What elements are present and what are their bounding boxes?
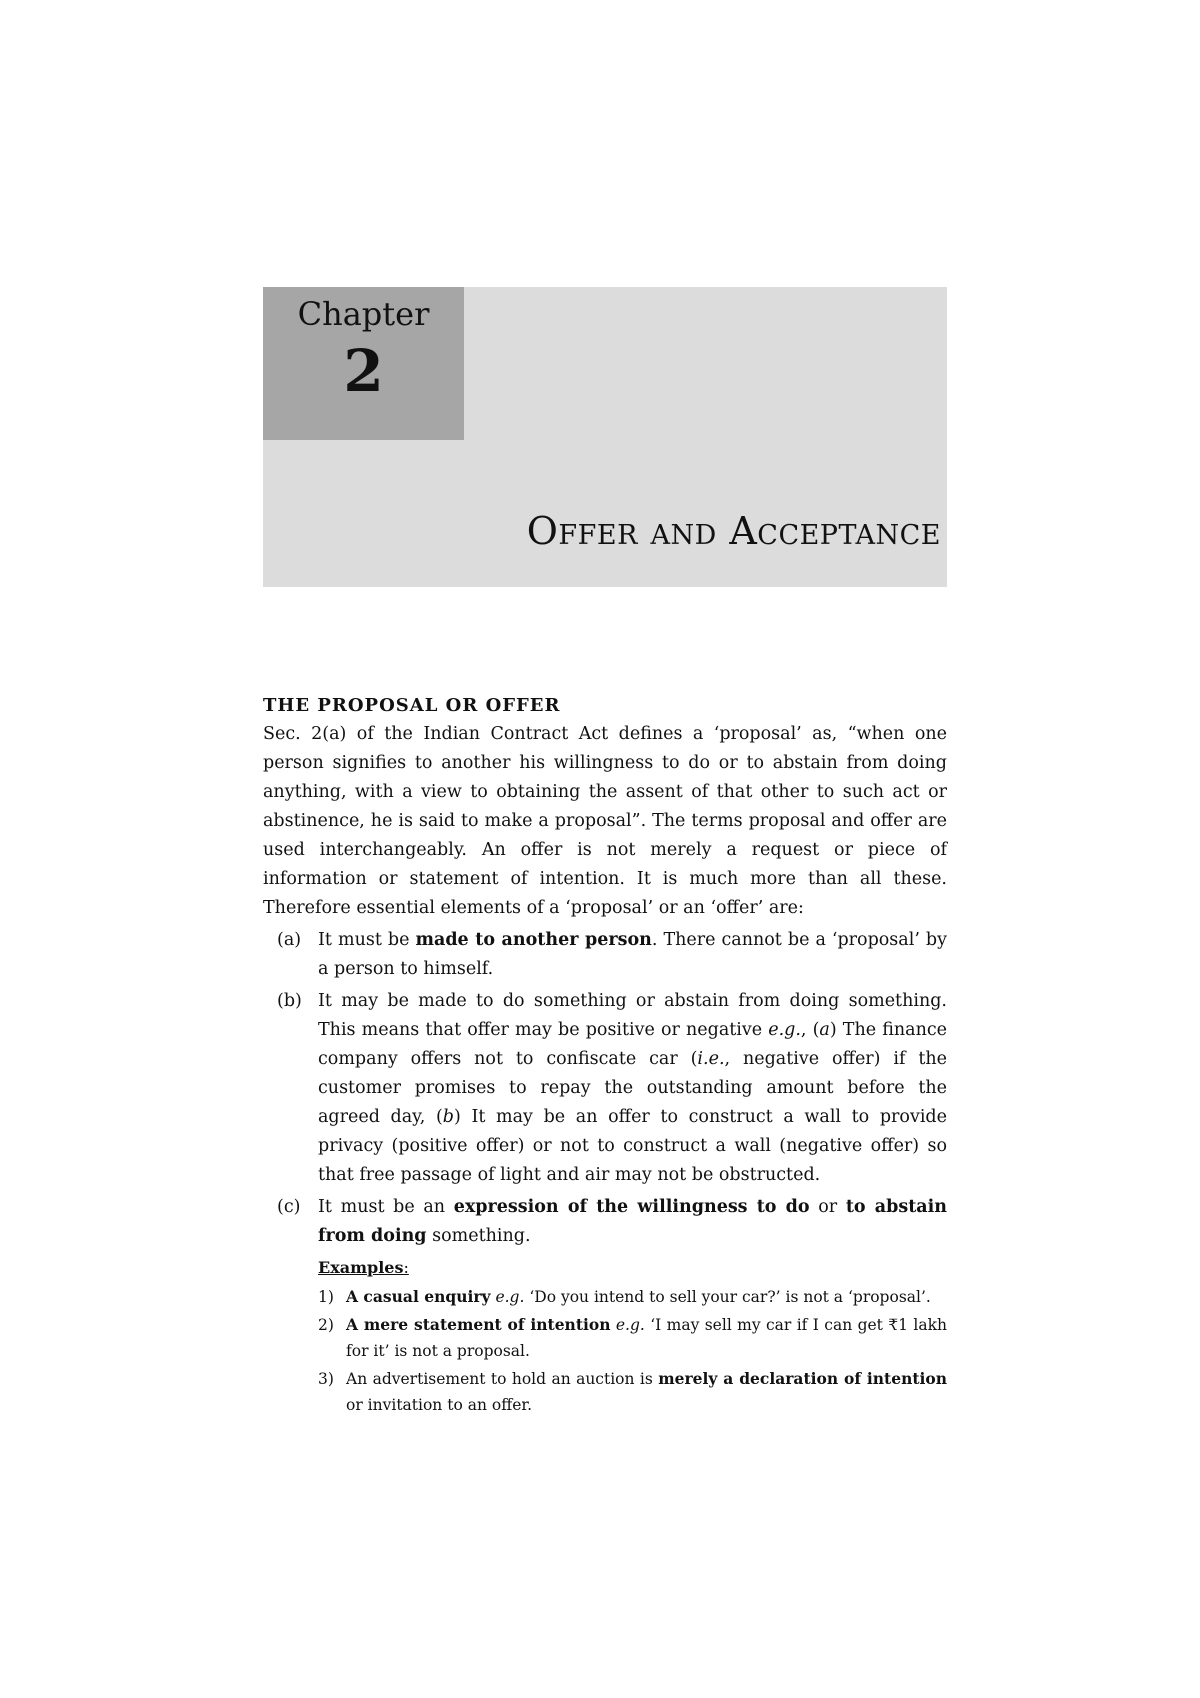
example-item-1: 1) A casual enquiry e.g. ‘Do you intend to sell your car?’ is not a ‘proposal’. — [318, 1287, 931, 1306]
example-item-2: 2) A mere statement of intention e.g. ‘I may sell my car if I can get ₹1 lakh for it’ is not a proposal. — [318, 1315, 947, 1360]
item-marker: (b) — [277, 991, 302, 1011]
item-body: It may be made to do something or abstain from doing something. This means that offer may be positive or negative e.g., (a) The finance company offers not to confiscate car (i.e., negative offer) if the customer promises to repay the outstanding amount before the agreed day, (b) It may be an offer to construct a wall to provide privacy (positive offer) or not to construct a wall (negative offer) so that free passage of light and air may not be obstructed. — [318, 991, 947, 1185]
list-item-a — [263, 926, 947, 984]
chapter-number: 2 — [343, 337, 384, 405]
item-body: It must be an expression of the willingness to do or to abstain from doing something. Examples: 1) A casual enquiry e.g. ‘Do you intend to sell your car?’ is not a ‘proposal’. 2) A mere statement of intention e.g. ‘I may sell my car if I can get ₹1 lakh for it’ is not a proposal. 3) An advertisement to hold an auction is merely a declaration of intention or invitation to an offer. — [318, 1193, 947, 1418]
section-heading: THE PROPOSAL OR OFFER — [263, 695, 561, 716]
item-marker: (a) — [277, 930, 302, 950]
chapter-content — [263, 692, 947, 1418]
item-body: It must be made to another person. There cannot be a ‘proposal’ by a person to himself. — [318, 930, 947, 979]
list-item-c — [263, 1193, 947, 1418]
chapter-title: Offer and Acceptance — [526, 509, 941, 553]
example-item-3: 3) An advertisement to hold an auction is merely a declaration of intention or invitation to an offer. — [318, 1369, 947, 1414]
examples-label: Examples: — [318, 1258, 409, 1277]
intro-paragraph: Sec. 2(a) of the Indian Contract Act defines a ‘proposal’ as, “when one person signifies to another his willingness to do or to abstain from doing anything, with a view to obtaining the assent of that other to such act or abstinence, he is said to make a proposal”. The terms proposal and offer are used interchangeably. An offer is not merely a request or piece of information or statement of intention. It is much more than all these. Therefore essential elements of a ‘proposal’ or an ‘offer’ are: — [263, 724, 947, 918]
chapter-label: Chapter — [297, 295, 430, 333]
chapter-banner — [263, 287, 947, 587]
chapter-number-box — [263, 287, 464, 440]
list-item-b — [263, 987, 947, 1190]
item-marker: (c) — [277, 1197, 301, 1217]
